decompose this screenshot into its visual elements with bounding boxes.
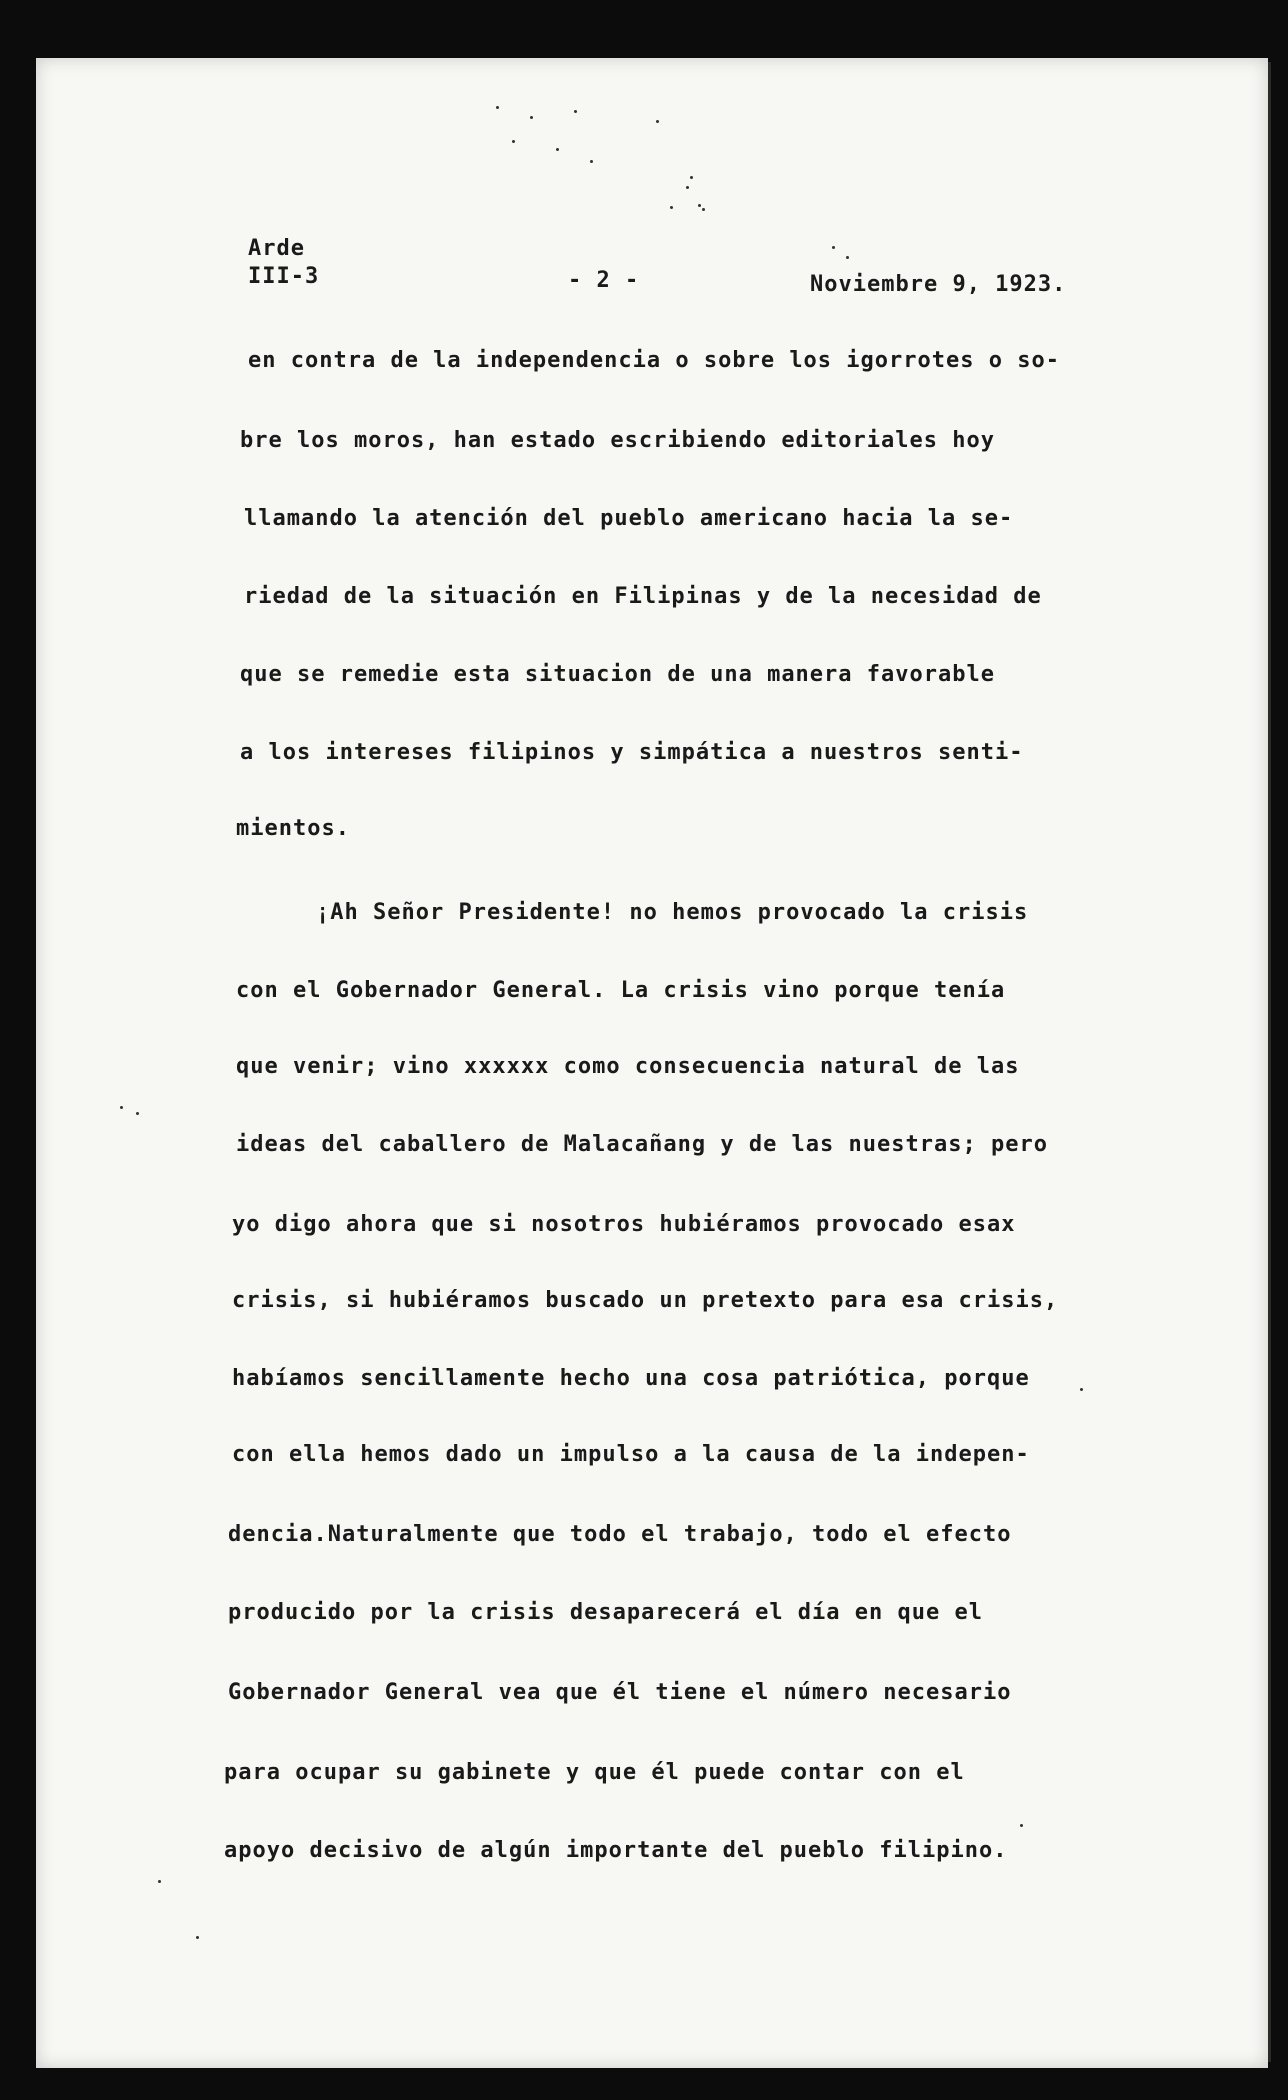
body-line: apoyo decisivo de algún importante del pueblo filipino. bbox=[224, 1838, 1008, 1863]
scan-speck bbox=[574, 110, 577, 113]
scan-speck bbox=[846, 256, 849, 259]
body-line: mientos. bbox=[236, 816, 350, 841]
scan-speck bbox=[670, 206, 673, 209]
scan-speck bbox=[690, 176, 693, 179]
body-line: con ella hemos dado un impulso a la causa de la indepen- bbox=[232, 1442, 1030, 1467]
scan-speck bbox=[556, 148, 559, 151]
body-line: yo digo ahora que si nosotros hubiéramos provocado esax bbox=[232, 1212, 1016, 1237]
body-line: ¡Ah Señor Presidente! no hemos provocado la crisis bbox=[316, 900, 1029, 925]
scan-speck bbox=[512, 140, 515, 143]
body-line: bre los moros, han estado escribiendo editoriales hoy bbox=[240, 428, 995, 453]
scan-speck bbox=[1020, 1824, 1023, 1827]
body-line: Gobernador General vea que él tiene el número necesario bbox=[228, 1680, 1012, 1705]
scan-speck bbox=[120, 1106, 123, 1109]
scan-speck bbox=[698, 204, 701, 207]
body-line: dencia.Naturalmente que todo el trabajo, todo el efecto bbox=[228, 1522, 1012, 1547]
scan-speck bbox=[702, 208, 705, 211]
scan-speck bbox=[158, 1880, 161, 1883]
scan-speck bbox=[136, 1112, 139, 1115]
scan-speck bbox=[686, 186, 689, 189]
body-line: con el Gobernador General. La crisis vino porque tenía bbox=[236, 978, 1006, 1003]
scan-speck bbox=[530, 116, 533, 119]
scan-speck bbox=[1080, 1388, 1083, 1391]
body-line: crisis, si hubiéramos buscado un pretexto para esa crisis, bbox=[232, 1288, 1059, 1313]
scan-speck bbox=[832, 246, 835, 249]
body-line: que se remedie esta situacion de una manera favorable bbox=[240, 662, 995, 687]
page-number: - 2 - bbox=[568, 268, 640, 293]
body-line: llamando la atención del pueblo americano hacia la se- bbox=[244, 506, 1014, 531]
scan-speck bbox=[656, 120, 659, 123]
body-line: ideas del caballero de Malacañang y de las nuestras; pero bbox=[236, 1132, 1048, 1157]
reference-line-1: Arde bbox=[248, 236, 305, 261]
body-line: a los intereses filipinos y simpática a nuestros senti- bbox=[240, 740, 1024, 765]
scan-speck bbox=[496, 106, 499, 109]
body-line: habíamos sencillamente hecho una cosa patriótica, porque bbox=[232, 1366, 1030, 1391]
scan-speck bbox=[590, 160, 593, 163]
reference-line-2: III-3 bbox=[248, 264, 320, 289]
scan-speck bbox=[196, 1936, 199, 1939]
document-date: Noviembre 9, 1923. bbox=[810, 272, 1067, 297]
page-edge-shadow bbox=[1268, 62, 1271, 2062]
body-line: para ocupar su gabinete y que él puede contar con el bbox=[224, 1760, 965, 1785]
body-line: riedad de la situación en Filipinas y de la necesidad de bbox=[244, 584, 1042, 609]
body-line: producido por la crisis desaparecerá el día en que el bbox=[228, 1600, 983, 1625]
body-line: que venir; vino xxxxxx como consecuencia natural de las bbox=[236, 1054, 1020, 1079]
body-line: en contra de la independencia o sobre los igorrotes o so- bbox=[248, 348, 1060, 373]
